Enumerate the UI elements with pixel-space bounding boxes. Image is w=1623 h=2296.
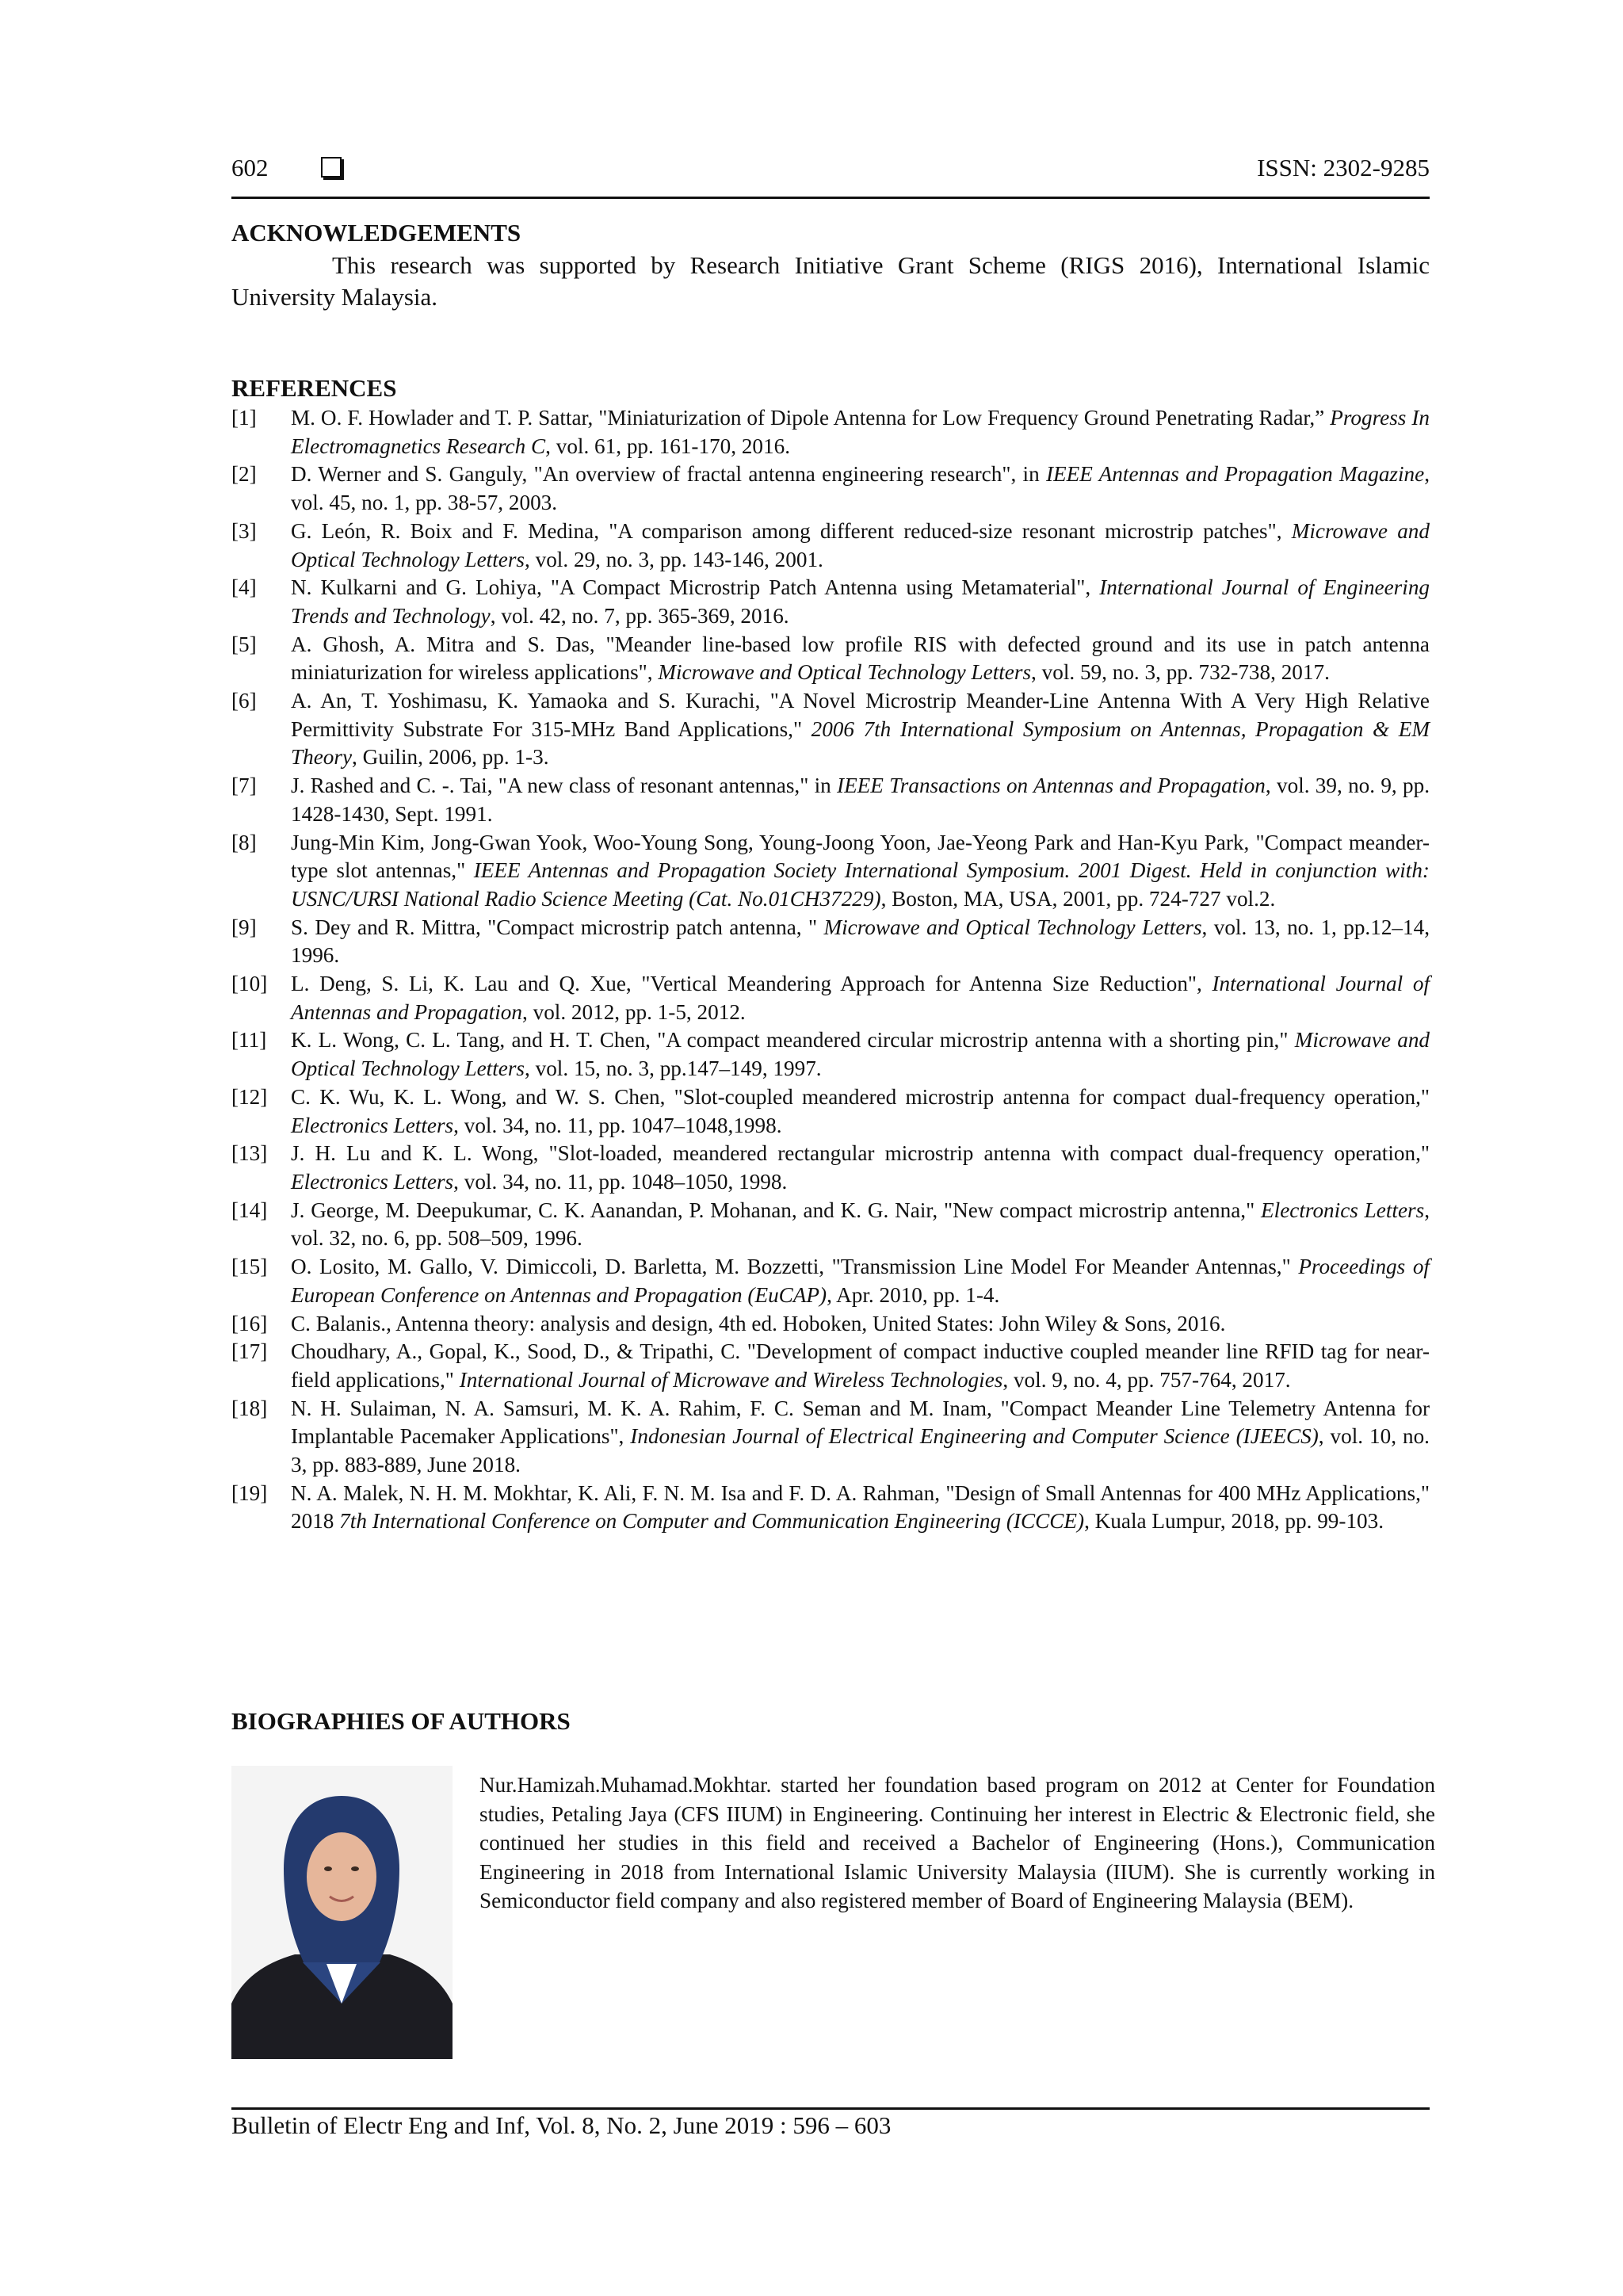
reference-text (291, 915, 1430, 968)
reference-item (231, 1140, 1430, 1196)
reference-source: Electronics Letters (1261, 1198, 1425, 1222)
reference-number: [16] (231, 1311, 268, 1335)
reference-segment: , vol. 61, pp. 161-170, 2016. (545, 434, 790, 458)
reference-segment: , vol. 13, no. 1, pp.12–14, 1996. (291, 915, 1430, 968)
reference-segment: , vol. 9, no. 4, pp. 757-764, 2017. (1002, 1367, 1291, 1392)
reference-text (291, 462, 1430, 514)
reference-segment: , vol. 10, no. 3, pp. 883-889, June 2018. (291, 1424, 1430, 1477)
reference-number: [18] (231, 1396, 268, 1420)
reference-source: Progress In Electromagnetics Research C (291, 406, 1430, 458)
reference-text (291, 1481, 1430, 1534)
reference-text (291, 1339, 1430, 1392)
reference-item (231, 829, 1430, 914)
reference-segment: , vol. 34, no. 11, pp. 1047–1048,1998. (453, 1113, 782, 1137)
reference-segment: D. Werner and S. Ganguly, "An overview of fractal antenna engineering research", in (291, 462, 1046, 487)
reference-text (291, 575, 1430, 628)
reference-number: [4] (231, 575, 257, 600)
reference-segment: Jung-Min Kim, Jong-Gwan Yook, Woo-Young Song, Young-Joong Yoon, Jae-Yeong Park and Han-Kyu Park, "Compact meander-type slot antennas," (291, 830, 1430, 883)
reference-text (291, 406, 1430, 458)
reference-list (231, 404, 1430, 1536)
footer-citation: Bulletin of Electr Eng and Inf, Vol. 8, No. 2, June 2019 : 596 – 603 (231, 2111, 892, 2139)
reference-text (291, 1028, 1430, 1080)
reference-source: Microwave and Optical Technology Letters (291, 518, 1430, 571)
page-header (231, 154, 1430, 199)
page-number: 602 (231, 154, 269, 181)
acknowledgements-heading: ACKNOWLEDGEMENTS (231, 219, 521, 246)
reference-text (291, 1396, 1430, 1477)
reference-segment: N. A. Malek, N. H. M. Mokhtar, K. Ali, F. N. M. Isa and F. D. A. Rahman, "Design of Small Antennas for 400 MHz Applications," 2018 (291, 1480, 1430, 1534)
reference-number: [14] (231, 1198, 268, 1222)
reference-source: Microwave and Optical Technology Letters (823, 915, 1202, 939)
reference-number: [1] (231, 406, 257, 430)
reference-number: [6] (231, 689, 257, 713)
reference-item (231, 1253, 1430, 1309)
reference-number: [13] (231, 1141, 268, 1166)
reference-text (291, 632, 1430, 685)
reference-segment: N. Kulkarni and G. Lohiya, "A Compact Microstrip Patch Antenna using Metamaterial", (291, 575, 1100, 600)
reference-segment: J. George, M. Deepukumar, C. K. Aanandan, P. Mohanan, and K. G. Nair, "New compact microstrip antenna," (291, 1198, 1262, 1222)
reference-number: [9] (231, 915, 257, 939)
issn: ISSN: 2302-9285 (1257, 154, 1430, 181)
reference-number: [8] (231, 830, 257, 854)
reference-segment: C. K. Wu, K. L. Wong, and W. S. Chen, "Slot-coupled meandered microstrip antenna for compact dual-frequency operation," (291, 1084, 1430, 1109)
reference-text (291, 1198, 1430, 1251)
reference-text (291, 1141, 1430, 1194)
reference-text (291, 1255, 1430, 1307)
acknowledgements-text: This research was supported by Research Initiative Grant Scheme (RIGS 2016), International Islamic University Malaysia. (231, 251, 1430, 311)
reference-segment: O. Losito, M. Gallo, V. Dimiccoli, D. Barletta, M. Bozzetti, "Transmission Line Model For Meander Antennas," (291, 1255, 1299, 1279)
reference-source: IEEE Transactions on Antennas and Propagation (837, 774, 1266, 798)
reference-number: [19] (231, 1480, 268, 1505)
reference-segment: S. Dey and R. Mittra, "Compact microstrip patch antenna, " (291, 915, 824, 939)
reference-segment: J. Rashed and C. -. Tai, "A new class of resonant antennas," in (291, 774, 838, 798)
reference-item (231, 1310, 1430, 1339)
reference-item (231, 1197, 1430, 1253)
reference-item (231, 772, 1430, 828)
reference-source: Electronics Letters (291, 1169, 454, 1194)
reference-text (291, 1312, 1225, 1335)
reference-segment: K. L. Wong, C. L. Tang, and H. T. Chen, "A compact meandered circular microstrip antenna with a shorting pin," (291, 1028, 1295, 1052)
reference-segment: N. H. Sulaiman, N. A. Samsuri, M. K. A. Rahim, F. C. Seman and M. Inam, "Compact Meander Line Telemetry Antenna for Implantable Pacemaker Applications", (291, 1396, 1430, 1449)
reference-text (291, 519, 1430, 571)
reference-item (231, 460, 1430, 517)
reference-source: Indonesian Journal of Electrical Engineering and Computer Science (IJEECS) (630, 1424, 1319, 1449)
footer-rule (231, 2107, 1430, 2110)
reference-source: 7th International Conference on Computer and Communication Engineering (ICCCE) (339, 1509, 1085, 1534)
reference-item (231, 970, 1430, 1026)
reference-segment: , Boston, MA, USA, 2001, pp. 724-727 vol.2. (880, 886, 1276, 911)
reference-segment: , Guilin, 2006, pp. 1-3. (352, 745, 549, 770)
reference-segment: , vol. 15, no. 3, pp.147–149, 1997. (525, 1056, 822, 1081)
reference-source: 2006 7th International Symposium on Antennas, Propagation & EM Theory (291, 716, 1430, 770)
reference-number: [3] (231, 518, 257, 543)
reference-segment: , vol. 32, no. 6, pp. 508–509, 1996. (291, 1198, 1430, 1251)
author-photo (231, 1766, 453, 2059)
reference-text (291, 1085, 1430, 1137)
reference-segment: , Apr. 2010, pp. 1-4. (827, 1282, 1000, 1307)
reference-segment: , vol. 42, no. 7, pp. 365-369, 2016. (490, 603, 789, 628)
reference-item (231, 574, 1430, 630)
biographies-heading: BIOGRAPHIES OF AUTHORS (231, 1707, 571, 1735)
author-biography: Nur.Hamizah.Muhamad.Mokhtar. started her foundation based program on 2012 at Center for Foundation studies, Petaling Jaya (CFS IIUM) in Engineering. Continuing her interest in Electric & Electronic field, she continued her studies in this field and received a Bachelor of Engineering (Hons.), Communication Engineering in 2018 from International Islamic University Malaysia (IIUM). She is currently working in Semiconductor field company and also registered member of Board of Engineering Malaysia (BEM). (479, 1773, 1435, 1913)
reference-source: International Journal of Engineering Trends and Technology (291, 575, 1430, 628)
reference-segment: , vol. 2012, pp. 1-5, 2012. (522, 999, 746, 1024)
reference-segment: , vol. 59, no. 3, pp. 732-738, 2017. (1031, 660, 1330, 685)
reference-item (231, 404, 1430, 460)
reference-source: International Journal of Microwave and Wireless Technologies (459, 1367, 1003, 1392)
reference-source: IEEE Antennas and Propagation Society International Symposium. 2001 Digest. Held in conjunction with: USNC/URSI National Radio Science Meeting (Cat. No.01CH37229) (291, 858, 1430, 911)
reference-segment: , Kuala Lumpur, 2018, pp. 99-103. (1084, 1509, 1384, 1534)
reference-segment: C. Balanis., Antenna theory: analysis and design, 4th ed. Hoboken, United States: John Wiley & Sons, 2016. (291, 1311, 1226, 1335)
reference-segment: , vol. 29, no. 3, pp. 143-146, 2001. (525, 547, 823, 571)
reference-number: [10] (231, 972, 268, 996)
reference-number: [11] (231, 1028, 267, 1052)
reference-item (231, 1338, 1430, 1394)
reference-item (231, 518, 1430, 574)
reference-segment: M. O. F. Howlader and T. P. Sattar, "Miniaturization of Dipole Antenna for Low Frequency Ground Penetrating Radar,” (291, 406, 1331, 430)
checkbox-square-icon (321, 157, 342, 178)
reference-text (291, 689, 1430, 769)
reference-segment: L. Deng, S. Li, K. Lau and Q. Xue, "Vertical Meandering Approach for Antenna Size Reduction", (291, 972, 1212, 996)
reference-source: International Journal of Antennas and Propagation (291, 972, 1430, 1024)
reference-segment: , vol. 39, no. 9, pp. 1428-1430, Sept. 1991. (291, 774, 1430, 826)
reference-item (231, 914, 1430, 970)
reference-number: [2] (231, 462, 257, 487)
reference-segment: G. León, R. Boix and F. Medina, "A comparison among different reduced-size resonant microstrip patches", (291, 518, 1292, 543)
reference-source: Electronics Letters (291, 1113, 454, 1137)
reference-text (291, 774, 1430, 826)
reference-number: [12] (231, 1084, 268, 1109)
reference-item (231, 1395, 1430, 1480)
reference-text (291, 972, 1430, 1024)
reference-source: Microwave and Optical Technology Letters (658, 660, 1032, 685)
reference-segment: J. H. Lu and K. L. Wong, "Slot-loaded, meandered rectangular microstrip antenna with compact dual-frequency operation," (291, 1141, 1430, 1166)
reference-source: IEEE Antennas and Propagation Magazine (1046, 462, 1425, 487)
reference-segment: , vol. 34, no. 11, pp. 1048–1050, 1998. (453, 1169, 788, 1194)
reference-number: [15] (231, 1255, 268, 1279)
reference-source: Proceedings of European Conference on Antennas and Propagation (EuCAP) (291, 1255, 1430, 1307)
reference-item (231, 1026, 1430, 1083)
reference-item (231, 1083, 1430, 1140)
reference-number: [17] (231, 1339, 268, 1364)
reference-segment: A. An, T. Yoshimasu, K. Yamaoka and S. Kurachi, "A Novel Microstrip Meander-Line Antenna With A Very High Relative Permittivity Substrate For 315-MHz Band Applications," (291, 689, 1430, 741)
reference-item (231, 631, 1430, 687)
reference-item (231, 1480, 1430, 1536)
reference-segment: , vol. 45, no. 1, pp. 38-57, 2003. (291, 462, 1430, 515)
reference-number: [5] (231, 632, 257, 656)
references-heading: REFERENCES (231, 374, 397, 402)
reference-number: [7] (231, 774, 257, 798)
reference-source: Microwave and Optical Technology Letters (291, 1028, 1430, 1081)
reference-segment: Choudhary, A., Gopal, K., Sood, D., & Tripathi, C. "Development of compact inductive coupled meander line RFID tag for near-field applications," (291, 1339, 1430, 1392)
reference-segment: A. Ghosh, A. Mitra and S. Das, "Meander line-based low profile RIS with defected ground and its use in patch antenna miniaturization for wireless applications", (291, 632, 1430, 685)
reference-item (231, 687, 1430, 772)
reference-text (291, 831, 1430, 911)
